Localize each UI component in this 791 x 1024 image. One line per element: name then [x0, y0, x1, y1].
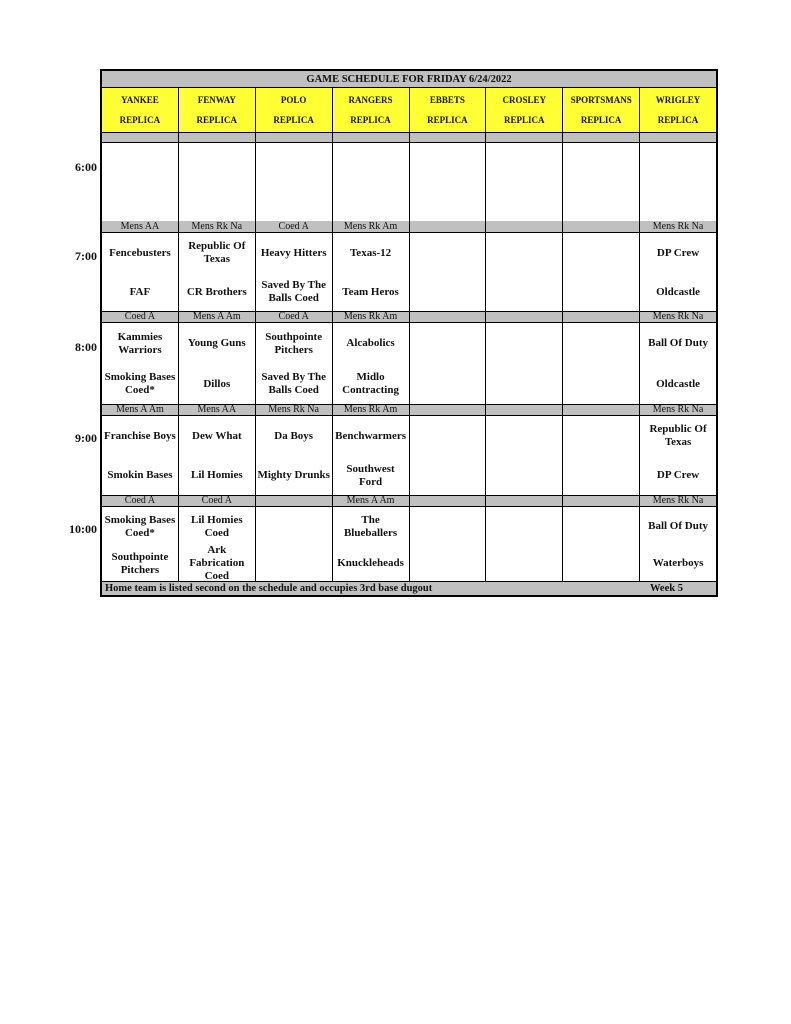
home-team-name: Smoking Bases Coed*	[104, 371, 176, 396]
home-team-name	[564, 364, 638, 404]
field-name: SPORTSMANS	[570, 95, 632, 105]
game-cell	[102, 323, 178, 404]
game-cell	[639, 507, 716, 581]
home-team-name: Smokin Bases	[107, 469, 173, 481]
away-team-name: The Blueballers	[343, 513, 398, 539]
division-label: Mens Rk Na	[639, 405, 716, 415]
away-team-name: Franchise Boys	[104, 429, 176, 442]
game-cell	[255, 233, 332, 311]
empty-cell	[178, 143, 255, 221]
home-team-name: Dillos	[203, 377, 231, 390]
away-team-name: Young Guns	[187, 337, 246, 349]
home-team-name: Lil Homies	[190, 469, 243, 481]
away-team-name	[487, 507, 561, 546]
field-header-wrigley	[639, 88, 716, 132]
division-label: Mens A Am	[332, 496, 409, 506]
home-team-name	[411, 546, 485, 581]
division-label	[409, 312, 486, 322]
division-label	[409, 221, 486, 232]
division-label: Mens Rk Na	[255, 405, 332, 415]
time-label: 7:00	[75, 249, 97, 263]
field-header-fenway	[178, 88, 255, 132]
division-label: Mens Rk Na	[639, 221, 716, 232]
empty-cell	[332, 133, 409, 142]
field-name: RANGERS	[348, 95, 393, 105]
field-header-ebbets	[409, 88, 486, 132]
home-team-name	[487, 546, 561, 581]
game-cell	[485, 323, 562, 404]
away-team-name: Republic Of Texas	[188, 240, 246, 265]
division-label	[485, 312, 562, 322]
empty-cell	[485, 143, 562, 221]
division-label: Coed A	[255, 221, 332, 232]
field-subtitle: REPLICA	[580, 115, 622, 125]
game-row	[102, 322, 716, 404]
division-label	[562, 221, 639, 232]
division-label: Mens AA	[178, 405, 255, 415]
division-row	[102, 404, 716, 415]
game-row	[102, 415, 716, 495]
field-subtitle: REPLICA	[350, 115, 391, 125]
away-team-name	[487, 323, 561, 364]
division-label	[562, 496, 639, 506]
home-team-name	[411, 364, 485, 404]
home-team-name: Ark Fabrication Coed	[189, 546, 245, 581]
division-label	[409, 405, 486, 415]
schedule-title: GAME SCHEDULE FOR FRIDAY 6/24/2022	[102, 71, 716, 87]
away-team-name	[564, 507, 638, 546]
game-cell	[255, 323, 332, 404]
home-team-name	[487, 273, 561, 311]
game-cell	[332, 416, 409, 495]
away-team-name: Heavy Hitters	[260, 246, 327, 259]
game-cell	[409, 416, 486, 495]
game-cell	[409, 233, 486, 311]
home-team-name: FAF	[129, 285, 151, 298]
division-label: Mens Rk Am	[332, 312, 409, 322]
division-label: Mens Rk Na	[178, 221, 255, 232]
away-team-name: Southpointe Pitchers	[265, 330, 323, 356]
empty-cell	[332, 143, 409, 221]
division-label	[485, 496, 562, 506]
division-label: Coed A	[102, 496, 178, 506]
field-name: WRIGLEY	[655, 95, 701, 105]
away-team-name: Kammies Warriors	[117, 330, 163, 356]
game-cell	[255, 416, 332, 495]
empty-cell	[255, 133, 332, 142]
away-team-name	[257, 507, 331, 546]
home-team-name	[564, 273, 638, 311]
home-team-name	[564, 546, 638, 581]
home-team-name: Waterboys	[652, 557, 704, 569]
division-label	[562, 405, 639, 415]
empty-cell	[102, 133, 178, 142]
division-label: Coed A	[102, 312, 178, 322]
home-team-name: Oldcastle	[656, 285, 701, 298]
home-team-name	[411, 273, 485, 311]
home-team-name: CR Brothers	[186, 285, 247, 298]
home-team-name: Saved By The Balls Coed	[261, 279, 326, 304]
division-row	[102, 495, 716, 506]
away-team-name: Ball Of Duty	[648, 337, 709, 349]
away-team-name: Benchwarmers	[335, 429, 406, 442]
field-name: YANKEE	[121, 95, 159, 105]
home-team-name: Southwest Ford	[346, 462, 395, 488]
time-label: 8:00	[75, 340, 97, 354]
away-team-name: Texas-12	[349, 246, 392, 259]
division-label: Coed A	[255, 312, 332, 322]
home-team-name: Saved By The Balls Coed	[261, 371, 326, 396]
field-header-polo	[255, 88, 332, 132]
slot-row-6-00	[102, 142, 716, 221]
division-label	[485, 221, 562, 232]
game-cell	[409, 323, 486, 404]
game-cell	[178, 507, 255, 581]
away-team-name	[411, 507, 485, 546]
header-spacer-row	[102, 132, 716, 142]
division-label	[255, 496, 332, 506]
home-team-name: Oldcastle	[656, 377, 701, 390]
field-header-yankee	[102, 88, 178, 132]
time-label: 10:00	[69, 522, 97, 536]
division-row	[102, 221, 716, 232]
game-cell	[562, 233, 639, 311]
field-header-sportsmans	[562, 88, 639, 132]
away-team-name: Da Boys	[274, 429, 314, 442]
field-name: POLO	[280, 95, 307, 105]
home-team-name: Midlo Contracting	[342, 371, 399, 396]
empty-cell	[178, 133, 255, 142]
home-team-name: DP Crew	[656, 469, 700, 481]
game-cell	[255, 507, 332, 581]
field-subtitle: REPLICA	[657, 115, 699, 125]
away-team-name: Dew What	[192, 429, 242, 442]
away-team-name	[411, 416, 485, 456]
division-label: Mens A Am	[178, 312, 255, 322]
home-team-name	[487, 456, 561, 495]
time-label: 9:00	[75, 431, 97, 445]
division-label: Mens A Am	[102, 405, 178, 415]
away-team-name: Republic Of Texas	[649, 423, 707, 448]
empty-cell	[409, 143, 486, 221]
away-team-name	[487, 416, 561, 456]
game-cell	[639, 233, 716, 311]
home-team-name: Mighty Drunks	[257, 469, 330, 481]
game-cell	[102, 233, 178, 311]
empty-cell	[562, 133, 639, 142]
field-header-rangers	[332, 88, 409, 132]
game-cell	[485, 233, 562, 311]
game-cell	[332, 507, 409, 581]
away-team-name	[564, 233, 638, 273]
home-team-name	[257, 546, 331, 581]
home-team-name	[411, 456, 485, 495]
division-row	[102, 311, 716, 322]
away-team-name: DP Crew	[656, 246, 700, 259]
game-cell	[102, 507, 178, 581]
game-row	[102, 232, 716, 311]
empty-cell	[562, 143, 639, 221]
game-cell	[178, 323, 255, 404]
away-team-name	[564, 416, 638, 456]
game-cell	[562, 507, 639, 581]
division-label	[485, 405, 562, 415]
division-label: Mens Rk Am	[332, 221, 409, 232]
empty-cell	[639, 133, 716, 142]
field-subtitle: REPLICA	[273, 115, 314, 125]
field-header-crosley	[485, 88, 562, 132]
schedule-table	[100, 69, 718, 597]
game-cell	[485, 416, 562, 495]
game-cell	[409, 507, 486, 581]
field-subtitle: REPLICA	[119, 115, 161, 125]
division-label: Mens Rk Na	[639, 496, 716, 506]
away-team-name	[487, 233, 561, 273]
game-cell	[562, 323, 639, 404]
home-team-name: Knuckleheads	[337, 557, 404, 569]
away-team-name: Lil Homies Coed	[190, 513, 243, 539]
away-team-name	[411, 323, 485, 364]
away-team-name: Smoking Bases Coed*	[104, 513, 176, 539]
week-label: Week 5	[650, 583, 683, 594]
division-label: Mens Rk Na	[639, 312, 716, 322]
empty-cell	[639, 143, 716, 221]
away-team-name	[411, 233, 485, 273]
game-cell	[562, 416, 639, 495]
game-cell	[332, 323, 409, 404]
field-header-row	[102, 87, 716, 132]
division-label: Mens AA	[102, 221, 178, 232]
empty-cell	[409, 133, 486, 142]
empty-cell	[255, 143, 332, 221]
division-label	[562, 312, 639, 322]
time-label: 6:00	[75, 160, 97, 174]
field-subtitle: REPLICA	[504, 115, 545, 125]
home-team-name	[487, 364, 561, 404]
game-cell	[102, 416, 178, 495]
field-subtitle: REPLICA	[427, 115, 468, 125]
home-team-name: Southpointe Pitchers	[111, 550, 169, 576]
home-team-name	[564, 456, 638, 495]
division-label: Mens Rk Am	[332, 405, 409, 415]
away-team-name: Alcabolics	[346, 337, 395, 349]
division-label: Coed A	[178, 496, 255, 506]
game-cell	[639, 416, 716, 495]
field-name: CROSLEY	[502, 95, 547, 105]
game-cell	[485, 507, 562, 581]
game-cell	[178, 233, 255, 311]
game-cell	[639, 323, 716, 404]
division-label	[409, 496, 486, 506]
game-row	[102, 506, 716, 581]
empty-cell	[102, 143, 178, 221]
away-team-name: Fencebusters	[109, 246, 171, 259]
field-name: FENWAY	[197, 95, 236, 105]
empty-cell	[485, 133, 562, 142]
game-cell	[178, 416, 255, 495]
schedule-footer	[102, 581, 716, 595]
away-team-name	[564, 323, 638, 364]
field-name: EBBETS	[429, 95, 465, 105]
game-cell	[332, 233, 409, 311]
home-team-note: Home team is listed second on the schedule and occupies 3rd base dugout	[105, 583, 433, 594]
away-team-name: Ball Of Duty	[648, 520, 709, 532]
home-team-name: Team Heros	[342, 285, 399, 298]
field-subtitle: REPLICA	[196, 115, 238, 125]
